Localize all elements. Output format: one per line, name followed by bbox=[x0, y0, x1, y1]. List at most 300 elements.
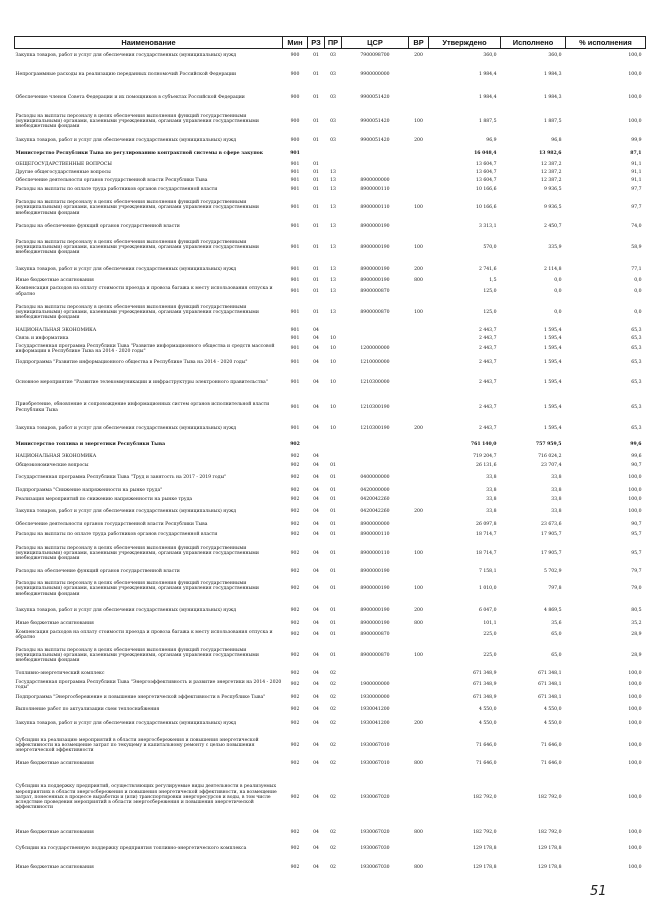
row-approved: 10 166,6 bbox=[476, 187, 497, 193]
row-vr bbox=[409, 370, 429, 396]
row-approved: 2 741,6 bbox=[478, 266, 497, 272]
row-vr bbox=[409, 396, 429, 420]
row-name: Министерство топлива и энергетики Республики Тыва bbox=[15, 442, 166, 448]
row-vr bbox=[409, 769, 429, 827]
row-vr: 100 bbox=[414, 550, 423, 556]
table-row bbox=[15, 642, 646, 670]
row-pr bbox=[325, 147, 342, 161]
row-name: Расходы на выплаты персоналу в целях обеспечения выполнения функций государственными (муниципальными) органами, казенными учреждениями, органами управления государственными внебюджетными фондами bbox=[15, 304, 259, 321]
row-executed: 12 387,2 bbox=[541, 169, 562, 175]
row-vr: 100 bbox=[414, 652, 423, 658]
row-name: Субсидии на реализацию мероприятий в области энергосбережения и повышения энергетической эффективности на возмещение затрат по текущему и капитальному ремонту с целью повышения энергетической эффективности bbox=[15, 737, 259, 754]
row-name: Другие общегосударственные вопросы bbox=[15, 169, 111, 175]
row-pr: 13 bbox=[330, 187, 336, 193]
row-csr: 1930067030 bbox=[360, 864, 390, 870]
row-name: Иные бюджетные ассигнования bbox=[15, 829, 94, 835]
row-min: 902 bbox=[290, 607, 300, 613]
row-min: 902 bbox=[290, 522, 300, 528]
row-min: 902 bbox=[290, 532, 300, 538]
row-csr: 1930067010 bbox=[360, 761, 390, 767]
row-percent: 97,7 bbox=[631, 205, 642, 211]
row-pr: 01 bbox=[330, 550, 336, 556]
row-executed: 335,9 bbox=[548, 244, 562, 250]
row-approved: 16 048,4 bbox=[474, 150, 497, 156]
row-executed: 4 550,0 bbox=[543, 720, 562, 726]
row-csr: 1210000000 bbox=[360, 359, 390, 365]
row-rz: 04 bbox=[313, 845, 319, 851]
row-vr: 800 bbox=[414, 621, 423, 627]
row-csr: 1930067030 bbox=[360, 845, 390, 851]
table-row bbox=[15, 827, 646, 839]
row-executed: 23 707,4 bbox=[541, 463, 562, 469]
row-executed: 0,0 bbox=[554, 309, 562, 315]
row-rz: 04 bbox=[313, 652, 319, 658]
row-name: Реализация мероприятий по снижению напряженности на рынке труда bbox=[15, 497, 193, 503]
row-pr: 13 bbox=[330, 288, 336, 294]
row-approved: 7 158,1 bbox=[478, 569, 497, 575]
row-name: ОБЩЕГОСУДАРСТВЕННЫЕ ВОПРОСЫ bbox=[15, 161, 112, 167]
row-pr: 03 bbox=[330, 94, 336, 100]
row-approved: 761 140,0 bbox=[470, 442, 497, 448]
row-rz: 04 bbox=[313, 425, 319, 431]
row-csr bbox=[342, 169, 409, 177]
row-vr bbox=[409, 335, 429, 343]
row-name: Подпрограмма "Развитие информационного общества в Республике Тыва на 2014 - 2020 годы" bbox=[15, 359, 248, 365]
header-approved: Утверждено bbox=[429, 37, 501, 49]
row-name: Непрограммные расходы на реализацию переданных полномочий Российской Федерации bbox=[15, 71, 237, 77]
row-vr: 200 bbox=[414, 425, 423, 431]
row-min: 901 bbox=[290, 335, 300, 341]
row-approved: 360,0 bbox=[483, 53, 497, 59]
row-min: 901 bbox=[290, 205, 300, 211]
row-name: Компенсация расходов на оплату стоимости проезда и провоза багажа к месту использования отпуска и обратно bbox=[15, 286, 273, 297]
row-rz: 04 bbox=[313, 379, 319, 385]
row-vr bbox=[409, 186, 429, 195]
row-csr: 1930067010 bbox=[360, 742, 390, 748]
row-percent: 100,0 bbox=[628, 509, 642, 515]
row-rz: 01 bbox=[313, 309, 319, 315]
row-name: Иные бюджетные ассигнования bbox=[15, 864, 94, 870]
row-vr bbox=[409, 496, 429, 505]
budget-execution-table bbox=[14, 36, 642, 877]
row-vr bbox=[409, 356, 429, 370]
row-rz bbox=[308, 147, 325, 161]
row-approved: 182 792,0 bbox=[473, 794, 497, 800]
row-name: Расходы на выплаты персоналу в целях обеспечения выполнения функций государственными (муниципальными) органами, казенными учреждениями, органами управления государственными внебюджетными фондами bbox=[15, 647, 259, 664]
row-csr: 8900000190 bbox=[360, 607, 390, 613]
row-vr bbox=[409, 670, 429, 679]
row-pr: 02 bbox=[330, 720, 336, 726]
row-rz: 01 bbox=[313, 178, 319, 184]
row-min: 902 bbox=[290, 621, 300, 627]
row-csr: 8900000870 bbox=[360, 288, 390, 294]
row-approved: 4 550,0 bbox=[478, 720, 497, 726]
row-approved: 2 443,7 bbox=[478, 335, 497, 341]
row-rz: 04 bbox=[313, 829, 319, 835]
row-executed: 360,0 bbox=[548, 53, 562, 59]
row-percent: 65,3 bbox=[631, 335, 642, 341]
row-percent: 100,0 bbox=[628, 720, 642, 726]
row-percent: 100,0 bbox=[628, 742, 642, 748]
row-csr: 8900000190 bbox=[360, 569, 390, 575]
row-csr: 1930041200 bbox=[360, 720, 390, 726]
table-row bbox=[15, 471, 646, 486]
row-vr bbox=[409, 453, 429, 462]
row-percent: 90,7 bbox=[631, 463, 642, 469]
row-min: 901 bbox=[290, 359, 300, 365]
row-rz: 01 bbox=[313, 277, 319, 283]
row-rz: 01 bbox=[313, 94, 319, 100]
row-csr: 0420000000 bbox=[360, 487, 390, 493]
row-approved: 33,8 bbox=[486, 487, 497, 493]
row-csr: 8900000190 bbox=[360, 621, 390, 627]
row-vr bbox=[409, 471, 429, 486]
row-pr: 02 bbox=[330, 761, 336, 767]
table-row bbox=[15, 147, 646, 161]
row-rz: 01 bbox=[313, 161, 319, 167]
row-rz: 04 bbox=[313, 497, 319, 503]
row-percent: 74,0 bbox=[631, 224, 642, 230]
row-vr: 200 bbox=[414, 607, 423, 613]
row-approved: 2 443,7 bbox=[478, 404, 497, 410]
row-rz: 04 bbox=[313, 682, 319, 688]
row-executed: 797,8 bbox=[548, 586, 562, 592]
row-vr bbox=[409, 147, 429, 161]
row-executed: 71 646,0 bbox=[541, 742, 562, 748]
row-min: 902 bbox=[290, 720, 300, 726]
table-row bbox=[15, 63, 646, 87]
row-percent: 90,7 bbox=[631, 522, 642, 528]
row-name: Обеспечение членов Совета Федерации и их помощников в субъектах Российской Федерации bbox=[15, 94, 245, 100]
row-min: 902 bbox=[290, 761, 300, 767]
row-percent: 65,3 bbox=[631, 379, 642, 385]
row-pr: 13 bbox=[330, 309, 336, 315]
row-percent: 100,0 bbox=[628, 682, 642, 688]
row-pr: 03 bbox=[330, 137, 336, 143]
row-vr: 100 bbox=[414, 118, 423, 124]
row-min: 902 bbox=[290, 794, 300, 800]
row-executed: 182 792,0 bbox=[538, 829, 562, 835]
row-min: 902 bbox=[290, 569, 300, 575]
row-csr: 7900098700 bbox=[360, 53, 390, 59]
row-name: НАЦИОНАЛЬНАЯ ЭКОНОМИКА bbox=[15, 454, 97, 460]
row-approved: 671 348,9 bbox=[473, 682, 497, 688]
row-pr bbox=[325, 161, 342, 169]
row-approved: 671 348,9 bbox=[473, 671, 497, 677]
row-approved: 125,0 bbox=[483, 288, 497, 294]
row-name: Государственная программа Республики Тыва "Развитие информационного общества и средств массовой информации в Республике Тыва на 2014 - 2020 годы" bbox=[15, 343, 275, 354]
row-approved: 2 443,7 bbox=[478, 379, 497, 385]
row-min: 901 bbox=[290, 327, 300, 333]
row-csr: 8900000000 bbox=[360, 178, 390, 184]
row-rz: 04 bbox=[313, 864, 319, 870]
row-percent: 100,0 bbox=[628, 761, 642, 767]
table-row bbox=[15, 335, 646, 343]
row-csr: 8900000190 bbox=[360, 277, 390, 283]
row-min: 901 bbox=[290, 404, 300, 410]
row-percent: 100,0 bbox=[628, 53, 642, 59]
table-row bbox=[15, 169, 646, 177]
row-executed: 1 595,4 bbox=[543, 335, 562, 341]
row-executed: 35,6 bbox=[551, 621, 562, 627]
row-min: 901 bbox=[290, 379, 300, 385]
row-pr: 02 bbox=[330, 682, 336, 688]
row-pr bbox=[325, 453, 342, 462]
row-name: Подпрограмма "Снижение напряженности на рынке труда" bbox=[15, 487, 163, 493]
row-csr: 1210300190 bbox=[360, 425, 390, 431]
row-csr bbox=[342, 327, 409, 335]
row-approved: 71 646,0 bbox=[476, 761, 497, 767]
row-name: Выполнение работ по актуализации схем теплоснабжения bbox=[15, 707, 160, 713]
table-row bbox=[15, 602, 646, 620]
row-vr bbox=[409, 679, 429, 692]
row-pr: 02 bbox=[330, 864, 336, 870]
row-percent: 95,7 bbox=[631, 550, 642, 556]
row-pr: 01 bbox=[330, 532, 336, 538]
row-pr: 01 bbox=[330, 569, 336, 575]
table-row bbox=[15, 531, 646, 540]
table-row bbox=[15, 679, 646, 692]
table-header bbox=[15, 37, 646, 49]
row-pr: 10 bbox=[330, 379, 336, 385]
row-name: Закупка товаров, работ и услуг для обеспечения государственных (муниципальных) нужд bbox=[15, 266, 237, 272]
row-csr: 0420042260 bbox=[360, 509, 390, 515]
row-csr: 8900000190 bbox=[360, 224, 390, 230]
table-row bbox=[15, 49, 646, 63]
row-executed: 12 387,2 bbox=[541, 161, 562, 167]
row-pr: 01 bbox=[330, 586, 336, 592]
table-row bbox=[15, 692, 646, 705]
row-min: 901 bbox=[290, 288, 300, 294]
row-csr: 0420042260 bbox=[360, 497, 390, 503]
header-executed: Исполнено bbox=[501, 37, 566, 49]
row-min: 901 bbox=[290, 277, 300, 283]
row-approved: 225,0 bbox=[483, 632, 497, 638]
table-row bbox=[15, 356, 646, 370]
table-row bbox=[15, 769, 646, 827]
row-executed: 33,8 bbox=[551, 487, 562, 493]
row-pr: 13 bbox=[330, 266, 336, 272]
row-vr bbox=[409, 705, 429, 716]
row-rz: 04 bbox=[313, 327, 319, 333]
row-rz: 04 bbox=[313, 720, 319, 726]
row-approved: 1 984,4 bbox=[478, 94, 497, 100]
row-percent: 65,3 bbox=[631, 425, 642, 431]
row-csr: 1210300000 bbox=[360, 379, 390, 385]
row-percent: 100,0 bbox=[628, 707, 642, 713]
row-min: 902 bbox=[290, 550, 300, 556]
row-pr: 02 bbox=[330, 794, 336, 800]
row-pr: 02 bbox=[330, 671, 336, 677]
header-pr: ПР bbox=[325, 37, 342, 49]
table-row bbox=[15, 161, 646, 169]
row-name: НАЦИОНАЛЬНАЯ ЭКОНОМИКА bbox=[15, 327, 97, 333]
row-executed: 0,0 bbox=[554, 277, 562, 283]
header-rz: РЗ bbox=[308, 37, 325, 49]
row-rz: 04 bbox=[313, 475, 319, 481]
row-pr: 13 bbox=[330, 277, 336, 283]
table-row bbox=[15, 195, 646, 222]
table-row bbox=[15, 370, 646, 396]
row-percent: 95,7 bbox=[631, 532, 642, 538]
row-csr: 8900000110 bbox=[360, 532, 390, 538]
row-rz: 01 bbox=[313, 288, 319, 294]
row-min: 900 bbox=[290, 137, 300, 143]
row-approved: 13 604,7 bbox=[476, 169, 497, 175]
row-min: 900 bbox=[290, 94, 300, 100]
row-approved: 33,8 bbox=[486, 497, 497, 503]
row-vr bbox=[409, 839, 429, 859]
row-executed: 129 178,8 bbox=[538, 845, 562, 851]
row-pr: 13 bbox=[330, 205, 336, 211]
row-name: Расходы на выплаты персоналу в целях обеспечения выполнения функций государственными (муниципальными) органами, казенными учреждениями, органами управления государственными внебюджетными фондами bbox=[15, 581, 259, 597]
row-approved: 18 714,7 bbox=[476, 550, 497, 556]
row-vr: 100 bbox=[414, 244, 423, 250]
row-min: 900 bbox=[290, 118, 300, 124]
row-name: Компенсация расходов на оплату стоимости проезда и провоза багажа к месту использования отпуска и обратно bbox=[15, 629, 273, 640]
row-vr: 100 bbox=[414, 586, 423, 592]
row-csr: 1930067020 bbox=[360, 794, 390, 800]
row-rz: 01 bbox=[313, 266, 319, 272]
row-pr: 10 bbox=[330, 359, 336, 365]
row-vr: 200 bbox=[414, 509, 423, 515]
row-approved: 125,0 bbox=[483, 309, 497, 315]
row-approved: 2 443,7 bbox=[478, 359, 497, 365]
row-name: Субсидии на государственную поддержку предприятия топливно-энергетического комплекса bbox=[15, 845, 247, 851]
row-name: Закупка товаров, работ и услуг для обеспечения государственных (муниципальных) нужд bbox=[15, 137, 237, 143]
row-name: Государственная программа Республики Тыва "Энергоэффективность и развитие энергетики на 2014 - 2020 годы" bbox=[15, 679, 282, 690]
row-percent: 91,1 bbox=[631, 161, 642, 167]
row-name: Иные бюджетные ассигнования bbox=[15, 277, 94, 283]
row-name: Закупка товаров, работ и услуг для обеспечения государственных (муниципальных) нужд bbox=[15, 720, 237, 726]
row-min: 902 bbox=[290, 671, 300, 677]
row-name: Закупка товаров, работ и услуг для обеспечения государственных (муниципальных) нужд bbox=[15, 607, 237, 613]
row-name: Расходы на выплаты персоналу в целях обеспечения выполнения функций государственными (муниципальными) органами, казенными учреждениями, органами управления государственными внебюджетными фондами bbox=[15, 545, 259, 562]
row-vr bbox=[409, 327, 429, 335]
row-rz: 04 bbox=[313, 621, 319, 627]
row-percent: 58,9 bbox=[631, 244, 642, 250]
row-rz: 04 bbox=[313, 607, 319, 613]
row-name: Топливно-энергетический комплекс bbox=[15, 671, 105, 677]
row-min: 902 bbox=[290, 454, 300, 460]
row-csr: 8900000870 bbox=[360, 309, 390, 315]
row-vr: 200 bbox=[414, 720, 423, 726]
row-executed: 9 936,5 bbox=[543, 187, 562, 193]
row-rz: 04 bbox=[313, 569, 319, 575]
row-percent: 79,7 bbox=[631, 569, 642, 575]
row-csr bbox=[342, 335, 409, 343]
row-vr bbox=[409, 177, 429, 186]
row-rz: 04 bbox=[313, 632, 319, 638]
row-rz: 01 bbox=[313, 137, 319, 143]
row-rz: 01 bbox=[313, 71, 319, 77]
row-pr: 01 bbox=[330, 509, 336, 515]
row-min: 902 bbox=[290, 742, 300, 748]
row-rz: 04 bbox=[313, 586, 319, 592]
row-vr bbox=[409, 462, 429, 471]
row-pr bbox=[325, 327, 342, 335]
row-executed: 23 673,6 bbox=[541, 522, 562, 528]
table-row bbox=[15, 299, 646, 327]
row-rz: 04 bbox=[313, 742, 319, 748]
row-name: Расходы на обеспечение функций органов государственной власти bbox=[15, 224, 180, 230]
row-executed: 1 984,3 bbox=[543, 94, 562, 100]
row-pr: 10 bbox=[330, 425, 336, 431]
table-body bbox=[15, 49, 646, 877]
row-pr: 01 bbox=[330, 652, 336, 658]
row-csr: 8900000870 bbox=[360, 632, 390, 638]
row-percent: 80,5 bbox=[631, 607, 642, 613]
row-name: Расходы на выплаты персоналу в целях обеспечения выполнения функций государственными (муниципальными) органами, казенными учреждениями, органами управления государственными внебюджетными фондами bbox=[15, 200, 259, 216]
row-csr bbox=[342, 462, 409, 471]
table-row bbox=[15, 732, 646, 760]
row-percent: 100,0 bbox=[628, 497, 642, 503]
row-csr: 8900000870 bbox=[360, 652, 390, 658]
row-approved: 1 887,5 bbox=[478, 118, 497, 124]
row-executed: 716 024,2 bbox=[538, 454, 562, 460]
row-rz: 01 bbox=[313, 244, 319, 250]
row-rz: 04 bbox=[313, 454, 319, 460]
row-name: Министерство Республики Тыва по регулированию контрактной системы в сфере закупок bbox=[15, 150, 264, 156]
row-executed: 71 646,0 bbox=[541, 761, 562, 767]
row-rz: 01 bbox=[313, 187, 319, 193]
row-executed: 13 982,6 bbox=[539, 150, 562, 156]
row-executed: 182 792,0 bbox=[538, 794, 562, 800]
row-percent: 0,0 bbox=[634, 309, 642, 315]
row-pr: 13 bbox=[330, 244, 336, 250]
row-percent: 65,3 bbox=[631, 346, 642, 352]
row-name: Расходы на обеспечение функций органов государственной власти bbox=[15, 569, 180, 575]
header-vr: ВР bbox=[409, 37, 429, 49]
row-percent: 100,0 bbox=[628, 475, 642, 481]
row-rz: 01 bbox=[313, 169, 319, 175]
table-row bbox=[15, 87, 646, 109]
row-pr: 01 bbox=[330, 475, 336, 481]
row-rz bbox=[308, 438, 325, 453]
row-percent: 77,1 bbox=[631, 266, 642, 272]
row-percent: 100,0 bbox=[628, 487, 642, 493]
row-vr: 100 bbox=[414, 309, 423, 315]
row-approved: 1,5 bbox=[489, 277, 497, 283]
row-executed: 2 450,7 bbox=[543, 224, 562, 230]
row-name: Субсидии на поддержку предприятий, осуществляющих регулируемые виды деятельности в реализуемых мероприятиях в области энергосбережения и повышения энергетической эффективности, на возмещение затрат, понесенных в процессе выработки и (или) транспортировки энергоресурсов и воды, в том числе вследствие проведения мероприятий в области энергосбережения и повышения энергетической эффективности bbox=[15, 784, 277, 811]
row-rz: 04 bbox=[313, 463, 319, 469]
row-name: Обеспечение деятельности органов государственной власти Республики Тыва bbox=[15, 522, 208, 528]
row-percent: 100,0 bbox=[628, 794, 642, 800]
row-name: Расходы на выплаты персоналу в целях обеспечения выполнения функций государственными (муниципальными) органами, казенными учреждениями, органами управления государственными внебюджетными фондами bbox=[15, 113, 259, 130]
row-name: Общеэкономические вопросы bbox=[15, 463, 89, 469]
row-min: 901 bbox=[290, 178, 300, 184]
table-row bbox=[15, 233, 646, 263]
table-row bbox=[15, 177, 646, 186]
row-vr bbox=[409, 520, 429, 531]
row-executed: 1 595,4 bbox=[543, 346, 562, 352]
row-vr bbox=[409, 169, 429, 177]
row-percent: 100,0 bbox=[628, 71, 642, 77]
row-csr: 0400000000 bbox=[360, 475, 390, 481]
row-percent: 100,0 bbox=[628, 671, 642, 677]
row-vr bbox=[409, 486, 429, 496]
row-vr bbox=[409, 285, 429, 299]
table-row bbox=[15, 568, 646, 577]
row-vr bbox=[409, 63, 429, 87]
table-row bbox=[15, 760, 646, 769]
row-executed: 9 936,5 bbox=[543, 205, 562, 211]
row-csr: 1930067020 bbox=[360, 829, 390, 835]
row-executed: 65,0 bbox=[551, 632, 562, 638]
row-percent: 28,9 bbox=[631, 632, 642, 638]
table-row bbox=[15, 327, 646, 335]
